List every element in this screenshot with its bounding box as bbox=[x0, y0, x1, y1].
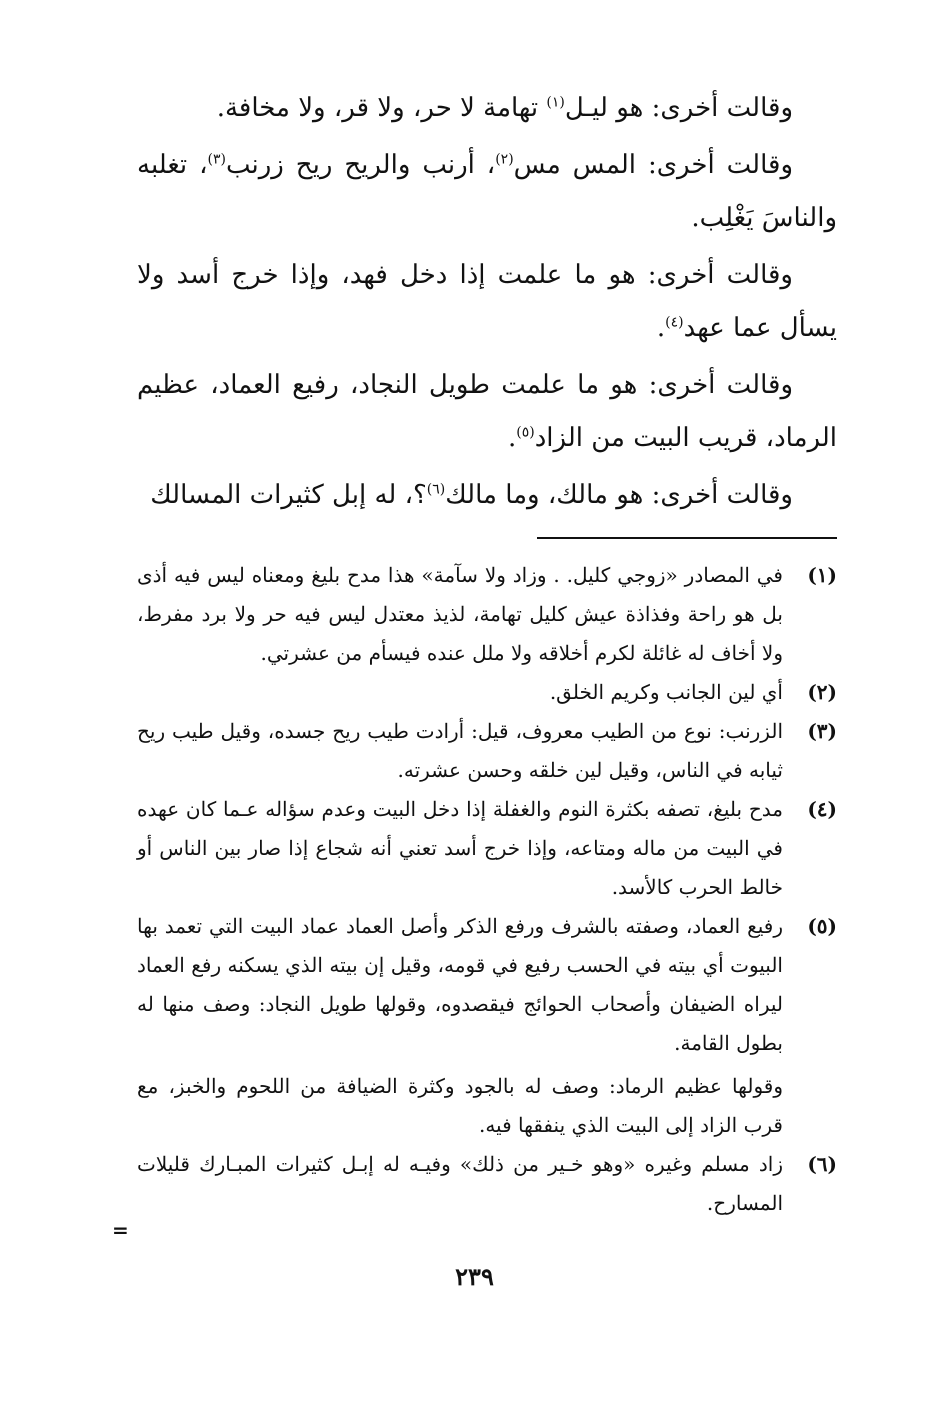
footnotes bbox=[137, 556, 837, 1223]
footnote-number: (٥) bbox=[807, 914, 837, 938]
footnote-ref-4[interactable]: (٤) bbox=[665, 314, 684, 331]
continuation-mark: = bbox=[112, 1218, 129, 1242]
paragraph-3: وقالت أخرى: هو ما علمت إذا دخل فهد، وإذا خرج أسد ولا يسأل عما عهد$^{(٤)}$. bbox=[137, 260, 837, 343]
footnote-5 bbox=[137, 907, 837, 1145]
footnote-text: في المصادر «زوجي كليل. . وزاد ولا سآمة» هذا مدح بليغ ومعناه ليس فيه أذى بل هو راحة وفذاذة عيش كليل تهامة، لذيذ معتدل ليس فيه حر ولا برد مفرط، ولا أخاف له غائلة لكرم أخلاقه ولا ملل عنده فيسأم من عشرتي. bbox=[137, 563, 783, 665]
paragraph-2: وقالت أخرى: المس مس$^{(٢)}$، أرنب والريح ريح زرنب$^{(٣)}$، تغلبه والناسَ يَغْلِب. bbox=[137, 150, 837, 233]
footnote-text: أي لين الجانب وكريم الخلق. bbox=[549, 680, 783, 704]
footnote-2 bbox=[137, 673, 837, 712]
footnote-number: (٣) bbox=[807, 719, 837, 743]
footnote-ref-3[interactable]: (٣) bbox=[207, 151, 226, 168]
footnote-3 bbox=[137, 712, 837, 790]
footnote-number: (٦) bbox=[807, 1152, 837, 1176]
footnote-ref-5[interactable]: (٥) bbox=[516, 424, 535, 441]
footnote-6 bbox=[137, 1145, 837, 1223]
page-number: ٢٣٩ bbox=[455, 1262, 494, 1291]
footnote-divider bbox=[537, 537, 837, 539]
footnote-text: رفيع العماد، وصفته بالشرف ورفع الذكر وأصل العماد عماد البيت التي تعمد بها البيوت أي بيته في الحسب رفيع في قومه، وقيل إن بيته الذي يسكنه رفع العماد ليراه الضيفان وأصحاب الحوائج فيقصدوه، وقولها طويل النجاد: وصف منها له بطول القامة. وقولها عظيم الرماد: وصف له بالجود وكثرة الضيافة من اللحوم والخبز، مع قرب الزاد إلى البيت الذي ينفقها فيه. bbox=[137, 914, 783, 1137]
paragraph-1: وقالت أخرى: هو ليـل$^{(١)}$ تهامة لا حر، ولا قر، ولا مخافة. bbox=[216, 93, 793, 123]
footnote-text: مدح بليغ، تصفه بكثرة النوم والغفلة إذا دخل البيت وعدم سؤاله عـما كان عهده في البيت من ماله ومتاعه، وإذا خرج أسد تعني أنه شجاع إذا صار بين الناس أو خالط الحرب كالأسد. bbox=[137, 797, 783, 899]
footnote-ref-1[interactable]: (١) bbox=[546, 94, 565, 111]
footnote-number: (٤) bbox=[807, 797, 837, 821]
paragraph-4: وقالت أخرى: هو ما علمت طويل النجاد، رفيع العماد، عظيم الرماد، قريب البيت من الزاد$^{(٥)}$. bbox=[137, 370, 837, 453]
footnote-text: الزرنب: نوع من الطيب معروف، قيل: أرادت طيب ريح جسده، وقيل طيب ريح ثيابه في الناس، وقيل لين خلقه وحسن عشرته. bbox=[137, 719, 783, 782]
footnote-number: (١) bbox=[807, 563, 837, 587]
main-text bbox=[137, 82, 837, 526]
footnote-1 bbox=[137, 556, 837, 673]
paragraph-5: وقالت أخرى: هو مالك، وما مالك$^{(٦)}$؟، له إبل كثيرات المسالك bbox=[150, 480, 793, 510]
footnote-text: زاد مسلم وغيره «وهو خـير من ذلك» وفيـه له إبـل كثيرات المبـارك قليلات المسارح. bbox=[137, 1152, 783, 1215]
footnote-number: (٢) bbox=[807, 680, 837, 704]
footnote-4 bbox=[137, 790, 837, 907]
footnote-ref-6[interactable]: (٦) bbox=[426, 481, 446, 498]
footnote-ref-2[interactable]: (٢) bbox=[495, 151, 514, 168]
